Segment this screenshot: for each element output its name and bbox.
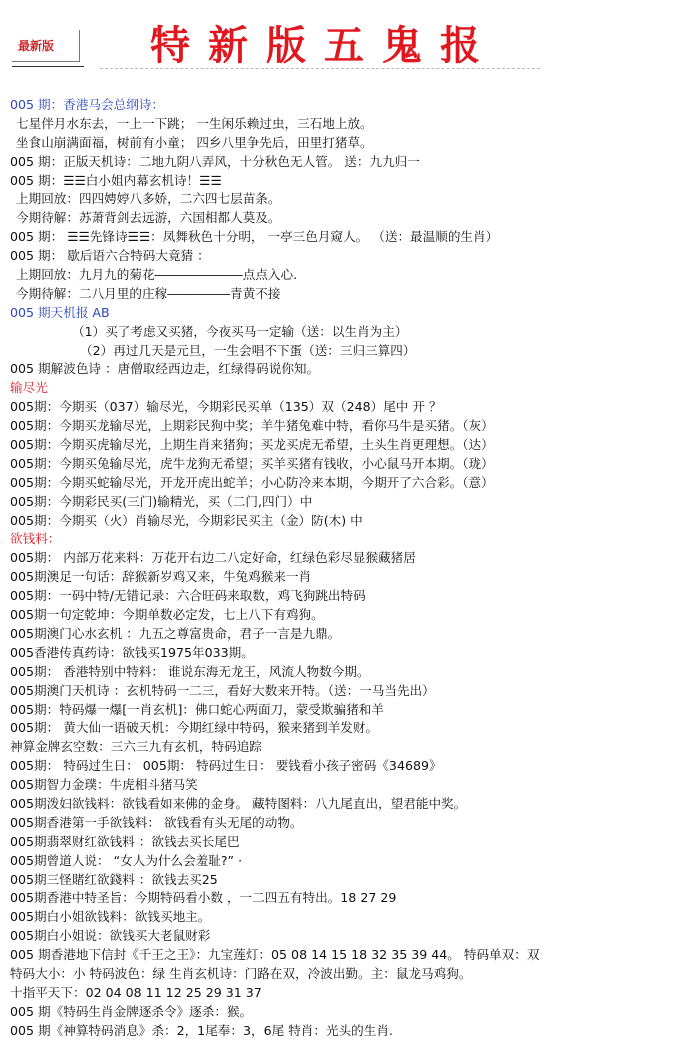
text-line: 005期泼妇欲钱料：欲钱看如来佛的金身。 藏特图料：八九尾直出，望君能中奖。 <box>10 795 467 811</box>
title-divider <box>100 68 540 70</box>
text-line: （1）买了考虑又买猪，今夜买马一定输（送：以生肖为主） <box>72 323 408 339</box>
text-line: 005期：今期买兔输尽光，虎牛龙狗无希望；买羊买猪有钱收，小心鼠马开本期。（珑） <box>10 455 494 471</box>
text-line: 坐食山崩满面福，树前有小童； 四乡八里争先后，田里打猪草。 <box>16 134 373 150</box>
text-line: 005期：今期买龙输尽光，上期彩民狗中奖；羊牛猪兔难中特，看你马牛是买猪。（灰） <box>10 418 494 434</box>
text-line: 005 期香港地下信封《千王之王》：九宝莲灯：05 08 14 15 18 32 35 39 44。 特码单双：双 <box>10 947 540 963</box>
text-line: 005期智力金璞：牛虎相斗猪马笑 <box>10 777 198 793</box>
text-line: 005期： 黄大仙一语破天机：今期红绿中特码，猴来猪到羊发财。 <box>10 720 379 736</box>
edition-badge: 最新版 <box>12 30 80 62</box>
text-line: 005期白小姐欲钱料：欲钱买地主。 <box>10 909 211 925</box>
text-line: 005期澳门天机诗 ：玄机特码一二三，看好大数来开特。（送：一马当先出） <box>10 682 435 698</box>
text-line: 005期香港中特圣旨：今期特码看小数 ，一二四五有特出。18 27 29 <box>10 890 397 906</box>
text-line: 005期翡翠财红欲钱料 ：欲钱去买长尾巴 <box>10 833 240 849</box>
text-line: 005期：一码中特/无错记录：六合旺码来取数，鸡飞狗跳出特码 <box>10 588 366 604</box>
text-line: 005期三怪賭红欲錢料 ：欲钱去买25 <box>10 871 218 887</box>
text-line: 神算金牌玄空数：三六三九有玄机，特码追踪 <box>10 739 262 755</box>
text-line: 005期：今期买（火）肖输尽光，今期彩民买主（金）防(木) 中 <box>10 512 363 528</box>
text-line: 005期香港第一手欲钱料： 欲钱看有头无尾的动物。 <box>10 814 303 830</box>
badge-underline <box>12 66 84 67</box>
text-line: 输尽光 <box>10 380 48 396</box>
text-line: 005 期：香港马会总纲诗： <box>10 97 164 112</box>
text-line: （2）再过几天是元旦，一生会唱不下蛋（送：三归三算四） <box>80 342 416 358</box>
text-line: 005期：特码爆一爆[一肖玄机]：佛口蛇心两面刀，蒙受欺骗猪和羊 <box>10 701 384 717</box>
text-line: 005期：今期买（037）输尽光，今期彩民买单（135）双（248）尾中 开 ？ <box>10 399 442 415</box>
text-line: 005期一句定乾坤：今期单数必定发，七上八下有鸡狗。 <box>10 607 324 623</box>
header <box>0 0 686 92</box>
text-line: 上期回放：九月九的菊花―――――――点点入心. <box>16 267 298 283</box>
text-line: 七星伴月水东去，一上一下跳； 一生闲乐赖过虫，三石地上放。 <box>16 115 373 131</box>
text-line: 005期白小姐说：欲钱买大老鼠财彩 <box>10 928 211 944</box>
text-line: 上期回放：四四娉婷八多娇，二六四七层苗条。 <box>16 191 281 207</box>
text-line: 005期： 香港特别中特料： 谁说东海无龙王，风流人物数今期。 <box>10 663 370 679</box>
text-line: 005期：今期买虎输尽光，上期生肖来猪狗；买龙买虎无希望，土头生肖更理想。（达） <box>10 437 494 453</box>
document-body <box>10 96 682 1041</box>
text-line: 005 期： ☰☰先锋诗☰☰：凤舞秋色十分明， 一亭三色月窥人。 （送：最温顺的生肖） <box>10 229 499 245</box>
text-line: 今期待解：二八月里的庄稼―――――青黄不接 <box>16 285 281 301</box>
text-line: 005 期： 歇后语六合特码大竟猜 ： <box>10 248 210 264</box>
text-line: 005 期：正版天机诗：二地九阴八弄风，十分秋色无人管。 送：九九归一 <box>10 153 420 169</box>
text-line: 005 期天机报 AB <box>10 304 110 320</box>
text-line: 今期待解：苏萧背剑去远游，六国相都人莫及。 <box>16 210 281 226</box>
text-line: 005期：今期彩民买(三门)输精光，买（二门,四门）中 <box>10 493 313 509</box>
text-line: 欲钱料： <box>10 531 61 547</box>
text-line: 十指平天下：02 04 08 11 12 25 29 31 37 <box>10 984 262 1000</box>
text-line: 005香港传真药诗：欲钱买1975年033期。 <box>10 644 254 660</box>
text-line: 005期： 特码过生日： 005期： 特码过生日： 要钱看小孩子密码《34689》 <box>10 758 442 774</box>
text-line: 005期： 内部万花来料：万花开右边二八定好命，红绿色彩尽显猴藏猪居 <box>10 550 416 566</box>
text-line: 005 期：☰☰白小姐内幕玄机诗！☰☰ <box>10 172 222 188</box>
text-line: 005期：今期买蛇输尽光，开龙开虎出蛇羊；小心防冷来本期，今期开了六合彩。（意） <box>10 474 494 490</box>
page-title: 特新版五鬼报 <box>150 22 498 69</box>
text-line: 005期澳门心水玄机 ：九五之尊富贵命，君子一言是九鼎。 <box>10 625 341 641</box>
text-line: 特码大小：小 特码波色：绿 生肖玄机诗：门路在双，冷波出勤。主：鼠龙马鸡狗。 <box>10 965 472 981</box>
text-line: 005 期《特码生肖金牌逐杀令》逐杀：猴。 <box>10 1003 253 1019</box>
text-line: 005 期《神算特码消息》杀：2，1尾奉：3，6尾 特肖：光头的生肖. <box>10 1022 393 1038</box>
text-line: 005期曾道人说： “女人为什么会羞耻?” · <box>10 852 243 868</box>
text-line: 005 期解波色诗 ：唐僧取经西边走，红绿得码说你知。 <box>10 361 320 377</box>
text-line: 005期澳足一句话：辞猴新岁鸡又来，牛兔鸡猴来一肖 <box>10 569 312 585</box>
